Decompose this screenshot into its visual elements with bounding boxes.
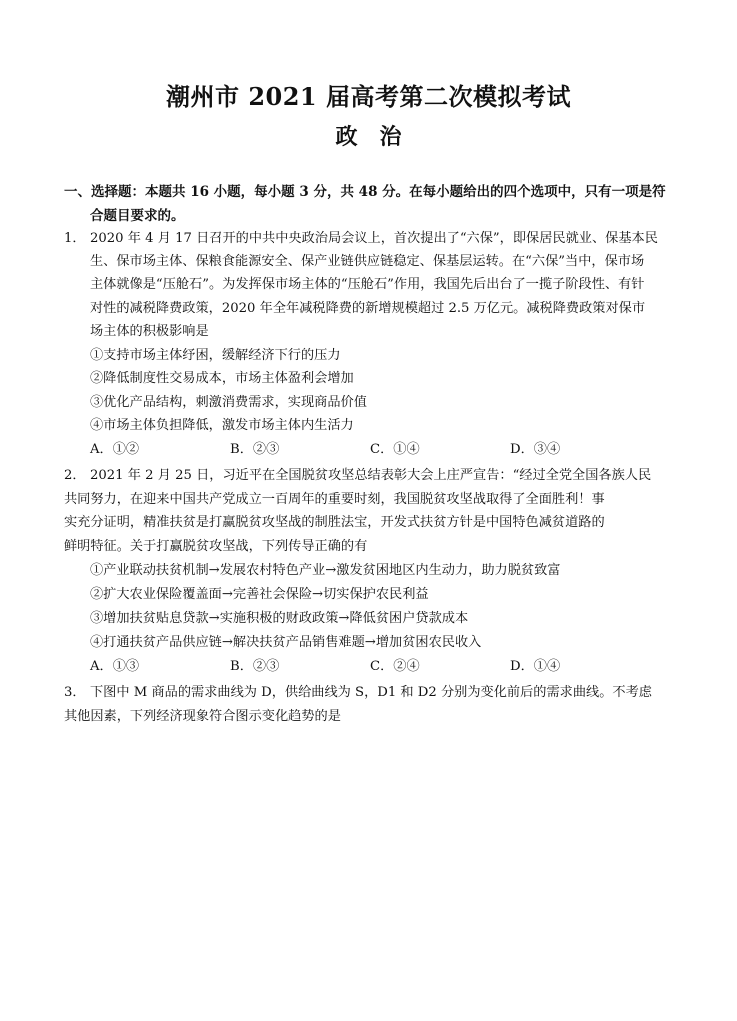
option-d: D．③④ bbox=[510, 442, 561, 457]
option-c: C．①④ bbox=[370, 442, 420, 457]
question-stem-line: 2020 年 4 月 17 日召开的中共中央政治局会议上，首次提出了“六保”，即保居民就业、保基本民 bbox=[90, 231, 658, 246]
option-a: A．①③ bbox=[90, 659, 140, 674]
question-item: ③增加扶贫贴息贷款→实施积极的财政政策→降低贫困户贷款成本 bbox=[90, 611, 469, 626]
question-item: ④市场主体负担降低，激发市场主体内生活力 bbox=[90, 418, 354, 433]
question-stem-line: 场主体的积极影响是 bbox=[90, 324, 209, 339]
question-stem-line: 实充分证明，精准扶贫是打赢脱贫攻坚战的制胜法宝，开发式扶贫方针是中国特色减贫道路的 bbox=[64, 515, 605, 530]
question-item: ④打通扶贫产品供应链→解决扶贫产品销售难题→增加贫困农民收入 bbox=[90, 635, 482, 650]
option-b: B．②③ bbox=[230, 659, 280, 674]
question-number: 1． bbox=[64, 231, 86, 246]
option-c: C．②④ bbox=[370, 659, 420, 674]
question-number: 2． bbox=[64, 468, 86, 483]
question-stem-line: 下图中 M 商品的需求曲线为 D，供给曲线为 S，D1 和 D2 分别为变化前后的需求曲线。不考虑 bbox=[90, 685, 652, 700]
question-stem-line: 主体就像是“压舱石”。为发挥保市场主体的“压舱石”作用，我国先后出台了一揽子阶段性、有针 bbox=[90, 277, 645, 292]
question-stem-line: 生、保市场主体、保粮食能源安全、保产业链供应链稳定、保基层运转。在“六保”当中，保市场 bbox=[90, 254, 645, 269]
question-item: ①支持市场主体纾困，缓解经济下行的压力 bbox=[90, 348, 341, 363]
option-a: A．①② bbox=[90, 442, 140, 457]
question-stem-line: 2021 年 2 月 25 日，习近平在全国脱贫攻坚总结表彰大会上庄严宣告：“经过全党全国各族人民 bbox=[90, 468, 652, 483]
question-item: ②扩大农业保险覆盖面→完善社会保险→切实保护农民利益 bbox=[90, 587, 429, 602]
question-item: ②降低制度性交易成本，市场主体盈利会增加 bbox=[90, 371, 354, 386]
option-d: D．①④ bbox=[510, 659, 561, 674]
section-heading-line-2: 合题目要求的。 bbox=[90, 208, 185, 224]
exam-subject: 政 治 bbox=[335, 124, 402, 150]
exam-title: 潮州市 2021 届高考第二次模拟考试 bbox=[165, 82, 571, 111]
question-stem-line: 对性的减税降费政策，2020 年全年减税降费的新增规模超过 2.5 万亿元。减税降费政策对保市 bbox=[90, 301, 646, 316]
question-stem-line: 鲜明特征。关于打赢脱贫攻坚战，下列传导正确的有 bbox=[64, 539, 368, 554]
section-heading-line-1: 一、选择题：本题共 16 小题，每小题 3 分，共 48 分。在每小题给出的四个选项中，只有一项是符 bbox=[64, 184, 666, 200]
question-number: 3． bbox=[64, 685, 86, 700]
question-item: ③优化产品结构，刺激消费需求，实现商品价值 bbox=[90, 395, 367, 410]
question-item: ①产业联动扶贫机制→发展农村特色产业→激发贫困地区内生动力，助力脱贫致富 bbox=[90, 563, 561, 578]
question-stem-line: 其他因素，下列经济现象符合图示变化趋势的是 bbox=[64, 709, 341, 724]
option-b: B．②③ bbox=[230, 442, 280, 457]
question-stem-line: 共同努力，在迎来中国共产党成立一百周年的重要时刻，我国脱贫攻坚战取得了全面胜利！事 bbox=[64, 492, 605, 507]
